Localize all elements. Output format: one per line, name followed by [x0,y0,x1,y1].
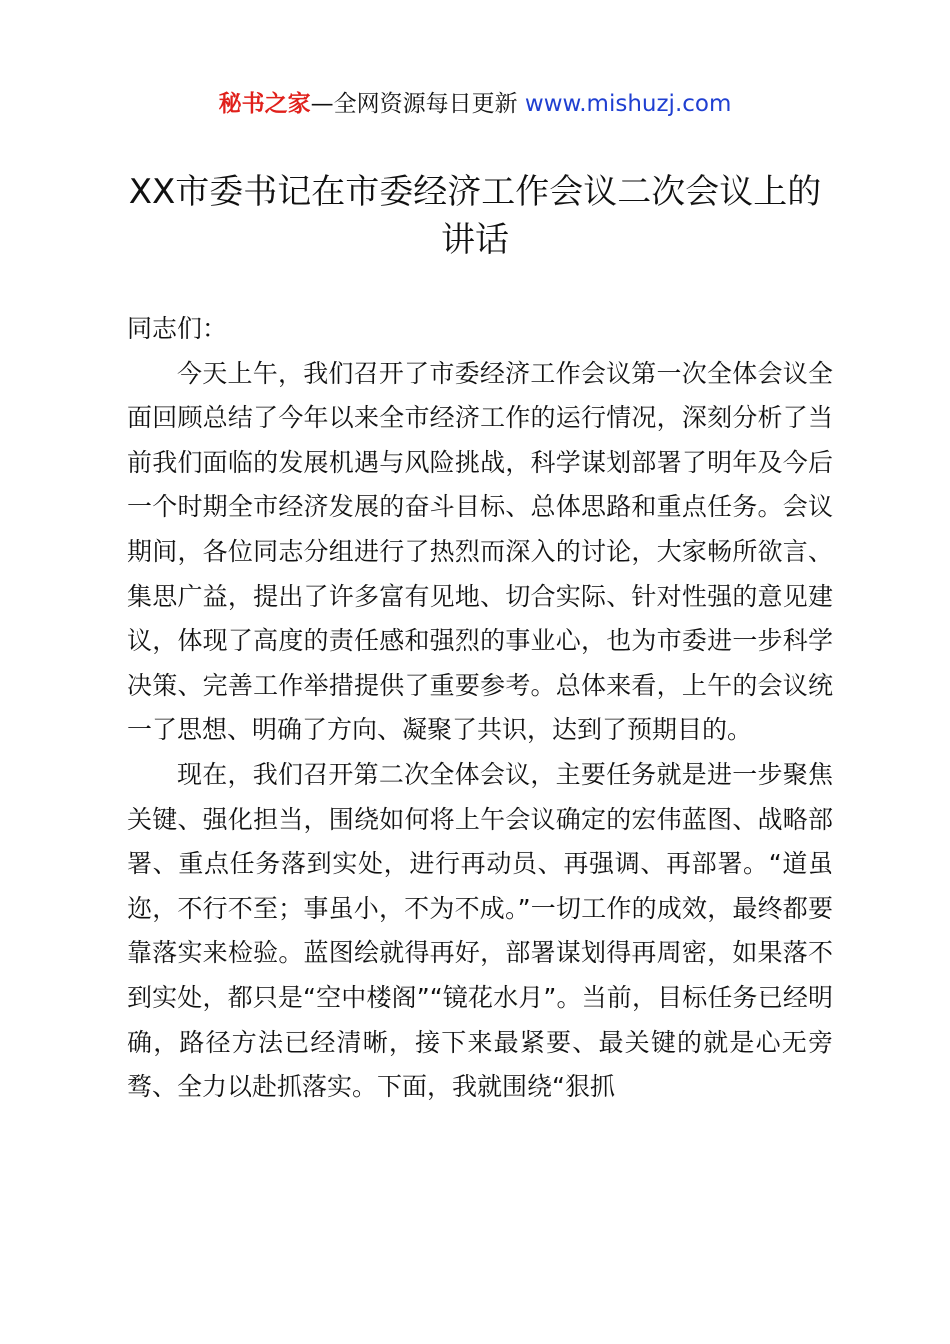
salutation: 同志们： [127,314,228,343]
document-title: XX市委书记在市委经济工作会议二次会议上的讲话 [128,172,822,260]
body-paragraph-1: 今天上午，我们召开了市委经济工作会议第一次全体会议全面回顾总结了今年以来全市经济工作的运行情况，深刻分析了当前我们面临的发展机遇与风险挑战，科学谋划部署了明年及今后一个时期全市经济发展的奋斗目标、总体思路和重点任务。会议期间，各位同志分组进行了热烈而深入的讨论，大家畅所欲言、集思广益，提出了许多富有见地、切合实际、针对性强的意见建议，体现了高度的责任感和强烈的事业心，也为市委进一步科学决策、完善工作举措提供了重要参考。总体来看，上午的会议统一了思想、明确了方向、凝聚了共识，达到了预期目的。 [127,358,833,745]
site-brand: 秘书之家 [218,91,311,117]
body-paragraph-2: 现在，我们召开第二次全体会议，主要任务就是进一步聚焦关键、强化担当，围绕如何将上午会议确定的宏伟蓝图、战略部署、重点任务落到实处，进行再动员、再强调、再部署。“道虽迩，不行不至；事虽小，不为不成。”一切工作的成效，最终都要靠落实来检验。蓝图绘就得再好，部署谋划得再周密，如果落不到实处，都只是“空中楼阁”“镜花水月”。当前，目标任务已经明确，路径方法已经清晰，接下来最紧要、最关键的就是心无旁骛、全力以赴抓落实。下面，我就围绕“狠抓 [127,759,833,1102]
site-tagline: —全网资源每日更新 [310,91,525,117]
document-body [127,307,833,1110]
site-header [0,86,950,122]
site-url-link[interactable]: www.mishuzj.com [524,91,732,117]
